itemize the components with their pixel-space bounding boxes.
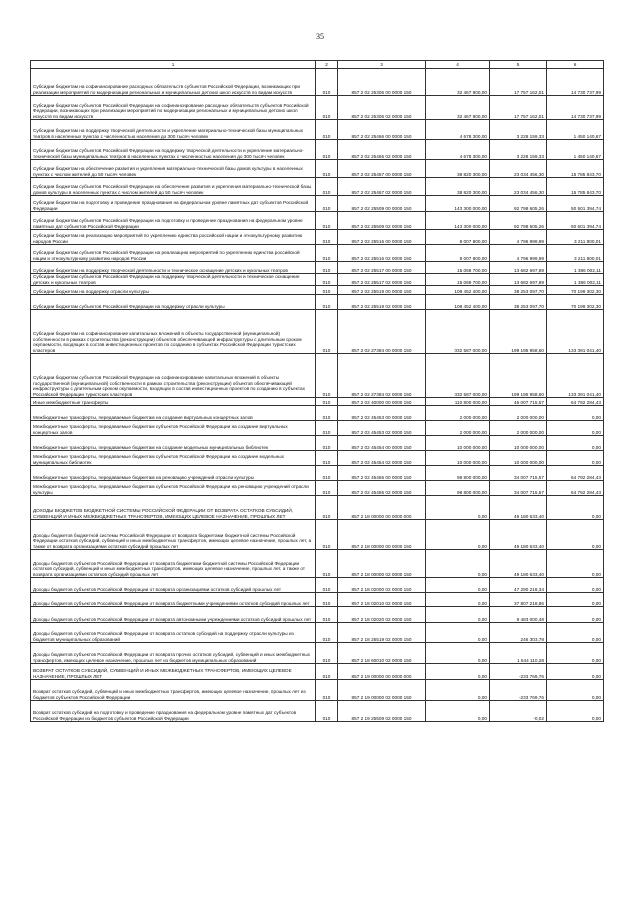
table-row [31, 578, 604, 593]
col-header: 4 [426, 61, 490, 69]
table-row [31, 664, 604, 680]
table-row [31, 262, 604, 274]
table-row [31, 406, 604, 421]
row-fact: 10 000 000,00 [490, 451, 547, 466]
row-code: 010 [316, 436, 338, 451]
row-plan: 0,00 [426, 643, 490, 664]
row-kbk: 857 2 18 02020 02 0000 150 [338, 607, 426, 623]
row-code: 010 [316, 96, 338, 120]
row-fact: 38 253 097,70 [490, 286, 547, 295]
table-row [31, 230, 604, 245]
row-code: 010 [316, 406, 338, 421]
row-code: 010 [316, 212, 338, 230]
row-name: Субсидии бюджетам на поддержку творческой деятельности и техническое оснащение детских и кукольных театров [31, 262, 316, 274]
row-fact: 2 000 000,00 [490, 421, 547, 436]
row-name: Субсидии бюджетам на подготовку и проведение празднования на федеральном уровне памятных дат субъектов Российской Федерации [31, 196, 316, 212]
row-rest: 50 501 394,74 [547, 196, 604, 212]
row-kbk: 857 2 19 00000 02 0000 150 [338, 680, 426, 701]
row-fact: 38 253 097,70 [490, 295, 547, 310]
row-rest: 70 199 302,30 [547, 295, 604, 310]
row-kbk: 857 2 02 27384 00 0000 150 [338, 310, 426, 354]
row-rest: 0,00 [547, 607, 604, 623]
row-kbk: 857 2 02 25466 02 0000 150 [338, 140, 426, 160]
row-fact: 17 757 162,01 [490, 96, 547, 120]
row-name: Возврат остатков субсидий на подготовку и проведение празднования на федеральном уровне памятных дат субъектов Российской Федерации из бюджетов субъектов Российской Федерации [31, 701, 316, 722]
row-fact: 1 644 110,28 [490, 643, 547, 664]
row-name: Субсидии бюджетам субъектов Российской Федерации на реализацию мероприятий по укреплению единства российской нации и этнокультурному развитию народов России [31, 245, 316, 262]
budget-table [30, 60, 604, 722]
row-rest: 1 386 002,11 [547, 274, 604, 286]
table-row [31, 69, 604, 96]
row-fact: 199 195 958,60 [490, 354, 547, 398]
row-kbk: 857 2 18 02010 02 0000 150 [338, 593, 426, 607]
row-rest: 0,00 [547, 623, 604, 643]
row-name: Межбюджетные трансферты, передаваемые бюджетам субъектов Российской Федерации на реновацию учреждений отрасли культуры [31, 481, 316, 496]
table-row [31, 643, 604, 664]
row-fact: 49 180 633,40 [490, 550, 547, 578]
page-number: 35 [316, 32, 324, 41]
row-kbk: 857 2 02 45453 00 0000 150 [338, 406, 426, 421]
row-code: 010 [316, 245, 338, 262]
row-plan: 4 678 300,00 [426, 120, 490, 140]
row-rest: 0,00 [547, 451, 604, 466]
table-row [31, 286, 604, 295]
row-rest: 0,00 [547, 421, 604, 436]
row-kbk: 857 2 02 25519 00 0000 150 [338, 286, 426, 295]
table-row [31, 607, 604, 623]
row-code: 010 [316, 230, 338, 245]
row-rest: 0,00 [547, 550, 604, 578]
row-rest: 64 792 284,43 [547, 481, 604, 496]
row-name: ВОЗВРАТ ОСТАТКОВ СУБСИДИЙ, СУБВЕНЦИЙ И ИНЫХ МЕЖБЮДЖЕТНЫХ ТРАНСФЕРТОВ, ИМЕЮЩИХ ЦЕЛЕВОЕ НАЗНАЧЕНИЕ, ПРОШЛЫХ ЛЕТ [31, 664, 316, 680]
row-fact: 2 000 000,00 [490, 406, 547, 421]
row-plan: 0,00 [426, 701, 490, 722]
table-row [31, 120, 604, 140]
row-code: 010 [316, 701, 338, 722]
row-code: 010 [316, 607, 338, 623]
row-fact: 4 796 999,99 [490, 245, 547, 262]
row-rest: 133 391 041,40 [547, 310, 604, 354]
row-plan: 143 300 000,00 [426, 196, 490, 212]
row-kbk: 857 2 02 25509 00 0000 150 [338, 196, 426, 212]
row-name: Доходы бюджетов субъектов Российской Федерации от возврата бюджетами бюджетной системы Российской Федерации остатков субсидий, субвенций и иных межбюджетных трансфертов, имеющих целевое назначение, прошлых лет, а также от возврата организациями остатков субсидий прошлых лет [31, 550, 316, 578]
row-plan: 110 800 000,00 [426, 398, 490, 406]
table-row [31, 274, 604, 286]
row-plan: 8 007 800,00 [426, 230, 490, 245]
row-rest: 3 211 800,01 [547, 230, 604, 245]
row-plan: 0,00 [426, 578, 490, 593]
row-name: Субсидии бюджетам на реализацию мероприятий по укреплению единства российской нации и этнокультурному развитию народов России [31, 230, 316, 245]
row-rest: 14 730 737,99 [547, 69, 604, 96]
row-rest: 14 730 737,99 [547, 96, 604, 120]
row-fact: 3 228 159,33 [490, 140, 547, 160]
row-plan: 0,00 [426, 550, 490, 578]
row-name: Субсидии бюджетам субъектов Российской Федерации на поддержку творческой деятельности и укрепление материально-технической базы муниципальных театров в населенных пунктах с численностью населения до 300 тысяч человек [31, 140, 316, 160]
row-code: 010 [316, 520, 338, 550]
row-plan: 2 000 000,00 [426, 406, 490, 421]
table-row [31, 623, 604, 643]
row-plan: 0,00 [426, 593, 490, 607]
table-row [31, 140, 604, 160]
row-code: 010 [316, 481, 338, 496]
col-header: 2 [316, 61, 338, 69]
row-code: 010 [316, 178, 338, 196]
row-plan: 0,00 [426, 607, 490, 623]
row-name: Межбюджетные трансферты, передаваемые бюджетам на создание виртуальных концертных залов [31, 406, 316, 421]
row-plan: 15 068 700,00 [426, 274, 490, 286]
row-kbk: 857 2 02 45453 02 0000 150 [338, 421, 426, 436]
col-header: 6 [547, 61, 604, 69]
row-plan: 0,00 [426, 496, 490, 520]
row-kbk: 857 2 02 25517 00 0000 150 [338, 262, 426, 274]
table-row [31, 398, 604, 406]
row-code: 010 [316, 623, 338, 643]
row-plan: 4 678 300,00 [426, 140, 490, 160]
table-row [31, 520, 604, 550]
row-plan: 108 452 400,00 [426, 295, 490, 310]
table-row [31, 160, 604, 178]
row-name: Доходы бюджетов субъектов Российской Федерации от возврата прочих остатков субсидий, субвенций и иных межбюджетных трансфертов, имеющих целевое назначение, прошлых лет из бюджетов муниципальных образований [31, 643, 316, 664]
row-code: 010 [316, 451, 338, 466]
row-name: Доходы бюджетов бюджетной системы Российской Федерации от возврата бюджетами бюджетной системы Российской Федерации остатков субсидий, субвенций и иных межбюджетных трансфертов, имеющих целевое назначение, прошлых лет, а также от возврата организациями остатков субсидий прошлых лет [31, 520, 316, 550]
row-fact: -233 769,76 [490, 664, 547, 680]
row-plan: 38 820 300,00 [426, 178, 490, 196]
row-name: Доходы бюджетов субъектов Российской Федерации от возврата организациями остатков субсидий прошлых лет [31, 578, 316, 593]
row-name: Субсидии бюджетам субъектов Российской Федерации на софинансирование капитальных вложений в объекты государственной (муниципальной) собственности в рамках строительства (реконструкции) объектов обеспечивающей инфраструктуры с длительным сроком окупаемости, входящих в состав инвестиционных проектов по созданию в субъектах Российской Федерации туристских кластеров [31, 354, 316, 398]
table-row [31, 436, 604, 451]
row-rest: 0,00 [547, 436, 604, 451]
col-header: 3 [338, 61, 426, 69]
row-plan: 0,00 [426, 623, 490, 643]
row-rest: 1 450 140,67 [547, 120, 604, 140]
row-fact: 10 000 000,00 [490, 436, 547, 451]
row-plan: 8 007 800,00 [426, 245, 490, 262]
table-row [31, 680, 604, 701]
table-row [31, 178, 604, 196]
row-name: Возврат остатков субсидий, субвенций и иных межбюджетных трансфертов, имеющих целевое назначение, прошлых лет из бюджетов субъектов Российской Федерации [31, 680, 316, 701]
row-code: 010 [316, 466, 338, 481]
row-name: ДОХОДЫ БЮДЖЕТОВ БЮДЖЕТНОЙ СИСТЕМЫ РОССИЙСКОЙ ФЕДЕРАЦИИ ОТ ВОЗВРАТА ОСТАТКОВ СУБСИДИЙ, СУБВЕНЦИЙ И ИНЫХ МЕЖБЮДЖЕТНЫХ ТРАНСФЕРТОВ, ИМЕЮЩИХ ЦЕЛЕВОЕ НАЗНАЧЕНИЕ, ПРОШЛЫХ ЛЕТ [31, 496, 316, 520]
row-name: Доходы бюджетов субъектов Российской Федерации от возврата автономными учреждениями остатков субсидий прошлых лет [31, 607, 316, 623]
table-row [31, 310, 604, 354]
table-row [31, 295, 604, 310]
row-fact: 49 180 633,40 [490, 496, 547, 520]
row-fact: 13 682 697,89 [490, 274, 547, 286]
table-row [31, 466, 604, 481]
row-kbk: 857 2 02 40000 00 0000 150 [338, 398, 426, 406]
row-kbk: 857 2 02 25516 02 0000 150 [338, 245, 426, 262]
row-rest: 133 391 041,40 [547, 354, 604, 398]
row-fact: 3 228 159,33 [490, 120, 547, 140]
row-code: 010 [316, 310, 338, 354]
row-fact: 4 796 999,99 [490, 230, 547, 245]
row-kbk: 857 2 02 45454 00 0000 150 [338, 436, 426, 451]
row-fact: 34 007 715,57 [490, 466, 547, 481]
row-rest: 1 386 002,11 [547, 262, 604, 274]
row-code: 010 [316, 398, 338, 406]
row-code: 010 [316, 196, 338, 212]
row-fact: 246 303,78 [490, 623, 547, 643]
row-name: Доходы бюджетов субъектов Российской Федерации от возврата бюджетными учреждениями остатков субсидий прошлых лет [31, 593, 316, 607]
row-kbk: 857 2 18 25519 02 0000 150 [338, 623, 426, 643]
row-rest: 50 501 394,74 [547, 212, 604, 230]
row-code: 010 [316, 262, 338, 274]
row-plan: 0,00 [426, 664, 490, 680]
row-fact: 13 682 697,89 [490, 262, 547, 274]
row-rest: 64 792 284,43 [547, 466, 604, 481]
row-rest: 0,00 [547, 578, 604, 593]
row-rest: 0,00 [547, 593, 604, 607]
row-name: Субсидии бюджетам на софинансирование капитальных вложений в объекты государственной (муниципальной) собственности в рамках строительства (реконструкции) объектов обеспечивающей инфраструктуры с длительным сроком окупаемости, входящих в состав инвестиционных проектов по созданию в субъектах Российской Федерации туристских кластеров [31, 310, 316, 354]
row-kbk: 857 2 02 25466 00 0000 150 [338, 120, 426, 140]
row-code: 010 [316, 160, 338, 178]
row-rest: 0,00 [547, 406, 604, 421]
row-kbk: 857 2 02 45454 02 0000 150 [338, 451, 426, 466]
row-fact: 49 180 633,40 [490, 520, 547, 550]
table-row [31, 550, 604, 578]
row-kbk: 857 2 18 60010 02 0000 150 [338, 643, 426, 664]
table-row [31, 196, 604, 212]
row-plan: 10 000 000,00 [426, 451, 490, 466]
row-name: Межбюджетные трансферты, передаваемые бюджетам на создание модельных муниципальных библиотек [31, 436, 316, 451]
table-row [31, 481, 604, 496]
row-name: Субсидии бюджетам на обеспечение развития и укрепления материально-технической базы домов культуры в населенных пунктах с числом жителей до 50 тысяч человек [31, 160, 316, 178]
row-kbk: 857 2 02 25306 00 0000 150 [338, 69, 426, 96]
row-fact: 46 007 715,57 [490, 398, 547, 406]
row-code: 010 [316, 120, 338, 140]
row-name: Субсидии бюджетам на софинансирование расходных обязательств субъектов Российской Федерации, возникающих при реализации мероприятий по модернизации региональных и муниципальных детских школ искусств по видам искусств [31, 69, 316, 96]
row-code: 010 [316, 664, 338, 680]
row-plan: 32 467 900,00 [426, 69, 490, 96]
row-name: Субсидии бюджетам субъектов Российской Федерации на софинансирование расходных обязательств субъектов Российской Федерации, возникающих при реализации мероприятий по модернизации региональных и муниципальных детских школ искусств по видам искусств [31, 96, 316, 120]
row-kbk: 857 2 18 02000 02 0000 150 [338, 578, 426, 593]
row-kbk: 857 2 02 27384 02 0000 150 [338, 354, 426, 398]
row-fact: 23 034 456,30 [490, 178, 547, 196]
table-row [31, 593, 604, 607]
row-rest: 0,00 [547, 520, 604, 550]
row-fact: -0,02 [490, 701, 547, 722]
row-kbk: 857 2 02 25517 02 0000 150 [338, 274, 426, 286]
row-fact: 92 798 605,26 [490, 196, 547, 212]
table-row [31, 451, 604, 466]
table-row [31, 245, 604, 262]
row-name: Иные межбюджетные трансферты [31, 398, 316, 406]
row-kbk: 857 2 02 25467 00 0000 150 [338, 160, 426, 178]
row-code: 010 [316, 550, 338, 578]
row-plan: 2 000 000,00 [426, 421, 490, 436]
row-plan: 143 300 000,00 [426, 212, 490, 230]
row-fact: -233 769,76 [490, 680, 547, 701]
row-plan: 10 000 000,00 [426, 436, 490, 451]
row-rest: 0,00 [547, 701, 604, 722]
row-code: 010 [316, 680, 338, 701]
row-rest: 0,00 [547, 643, 604, 664]
row-rest: 15 785 843,70 [547, 160, 604, 178]
row-rest: 15 785 843,70 [547, 178, 604, 196]
table-row [31, 701, 604, 722]
col-header: 1 [31, 61, 316, 69]
row-fact: 34 007 715,57 [490, 481, 547, 496]
row-rest: 3 211 800,01 [547, 245, 604, 262]
row-rest: 0,00 [547, 664, 604, 680]
row-kbk: 857 2 02 25509 02 0000 150 [338, 212, 426, 230]
row-plan: 98 800 000,00 [426, 466, 490, 481]
row-rest: 70 199 302,30 [547, 286, 604, 295]
row-rest: 0,00 [547, 496, 604, 520]
row-plan: 0,00 [426, 680, 490, 701]
row-fact: 92 798 605,26 [490, 212, 547, 230]
row-name: Межбюджетные трансферты, передаваемые бюджетам субъектов Российской Федерации на создание виртуальных концертных залов [31, 421, 316, 436]
row-rest: 64 792 284,43 [547, 398, 604, 406]
col-header: 5 [490, 61, 547, 69]
row-kbk: 857 2 19 00000 00 0000 000 [338, 664, 426, 680]
table-row [31, 212, 604, 230]
row-name: Межбюджетные трансферты, передаваемые бюджетам субъектов Российской Федерации на создание модельных муниципальных библиотек [31, 451, 316, 466]
table-row [31, 421, 604, 436]
row-plan: 332 587 000,00 [426, 310, 490, 354]
row-fact: 199 195 958,60 [490, 310, 547, 354]
row-rest: 1 450 140,67 [547, 140, 604, 160]
row-name: Доходы бюджетов субъектов Российской Федерации от возврата остатков субсидий на поддержку отрасли культуры из бюджетов муниципальных образований [31, 623, 316, 643]
row-name: Межбюджетные трансферты, передаваемые бюджетам на реновацию учреждений отрасли культуры [31, 466, 316, 481]
row-name: Субсидии бюджетам субъектов Российской Федерации на поддержку отрасли культуры [31, 295, 316, 310]
row-code: 010 [316, 643, 338, 664]
row-code: 010 [316, 295, 338, 310]
row-code: 010 [316, 578, 338, 593]
row-code: 010 [316, 69, 338, 96]
table-row [31, 96, 604, 120]
row-kbk: 857 2 02 25306 02 0000 150 [338, 96, 426, 120]
row-fact: 9 483 000,48 [490, 607, 547, 623]
row-fact: 47 290 218,34 [490, 578, 547, 593]
row-plan: 108 452 400,00 [426, 286, 490, 295]
row-kbk: 857 2 02 45455 02 0000 150 [338, 481, 426, 496]
table-header-row [31, 61, 604, 69]
row-code: 010 [316, 593, 338, 607]
row-plan: 332 587 000,00 [426, 354, 490, 398]
row-kbk: 857 2 02 25467 02 0000 150 [338, 178, 426, 196]
row-kbk: 857 2 02 25519 02 0000 150 [338, 295, 426, 310]
row-code: 010 [316, 274, 338, 286]
row-fact: 17 757 162,01 [490, 69, 547, 96]
row-rest: 0,00 [547, 680, 604, 701]
table-row [31, 354, 604, 398]
row-kbk: 857 2 02 45455 00 0000 150 [338, 466, 426, 481]
row-code: 010 [316, 140, 338, 160]
row-name: Субсидии бюджетам субъектов Российской Федерации на поддержку творческой деятельности и техническое оснащение детских и кукольных театров [31, 274, 316, 286]
row-kbk: 857 2 18 00000 02 0000 150 [338, 550, 426, 578]
row-name: Субсидии бюджетам субъектов Российской Федерации на обеспечение развития и укрепления материально-технической базы домов культуры в населенных пунктах с числом жителей до 50 тысяч человек [31, 178, 316, 196]
row-kbk: 857 2 18 00000 00 0000 150 [338, 520, 426, 550]
row-code: 010 [316, 421, 338, 436]
row-code: 010 [316, 286, 338, 295]
row-fact: 37 807 218,86 [490, 593, 547, 607]
row-kbk: 857 2 18 00000 00 0000 000 [338, 496, 426, 520]
row-code: 010 [316, 496, 338, 520]
row-plan: 15 068 700,00 [426, 262, 490, 274]
row-kbk: 857 2 19 25509 02 0000 150 [338, 701, 426, 722]
row-name: Субсидии бюджетам на поддержку отрасли культуры [31, 286, 316, 295]
row-plan: 32 467 900,00 [426, 96, 490, 120]
row-code: 010 [316, 354, 338, 398]
table-row [31, 496, 604, 520]
row-plan: 98 800 000,00 [426, 481, 490, 496]
row-kbk: 857 2 02 25516 00 0000 150 [338, 230, 426, 245]
row-plan: 0,00 [426, 520, 490, 550]
row-plan: 38 820 300,00 [426, 160, 490, 178]
row-fact: 23 034 456,30 [490, 160, 547, 178]
row-name: Субсидии бюджетам субъектов Российской Федерации на подготовку и проведение празднования на федеральном уровне памятных дат субъектов Российской Федерации [31, 212, 316, 230]
row-name: Субсидии бюджетам на поддержку творческой деятельности и укрепление материально-технической базы муниципальных театров в населенных пунктах с численностью населения до 300 тысяч человек [31, 120, 316, 140]
